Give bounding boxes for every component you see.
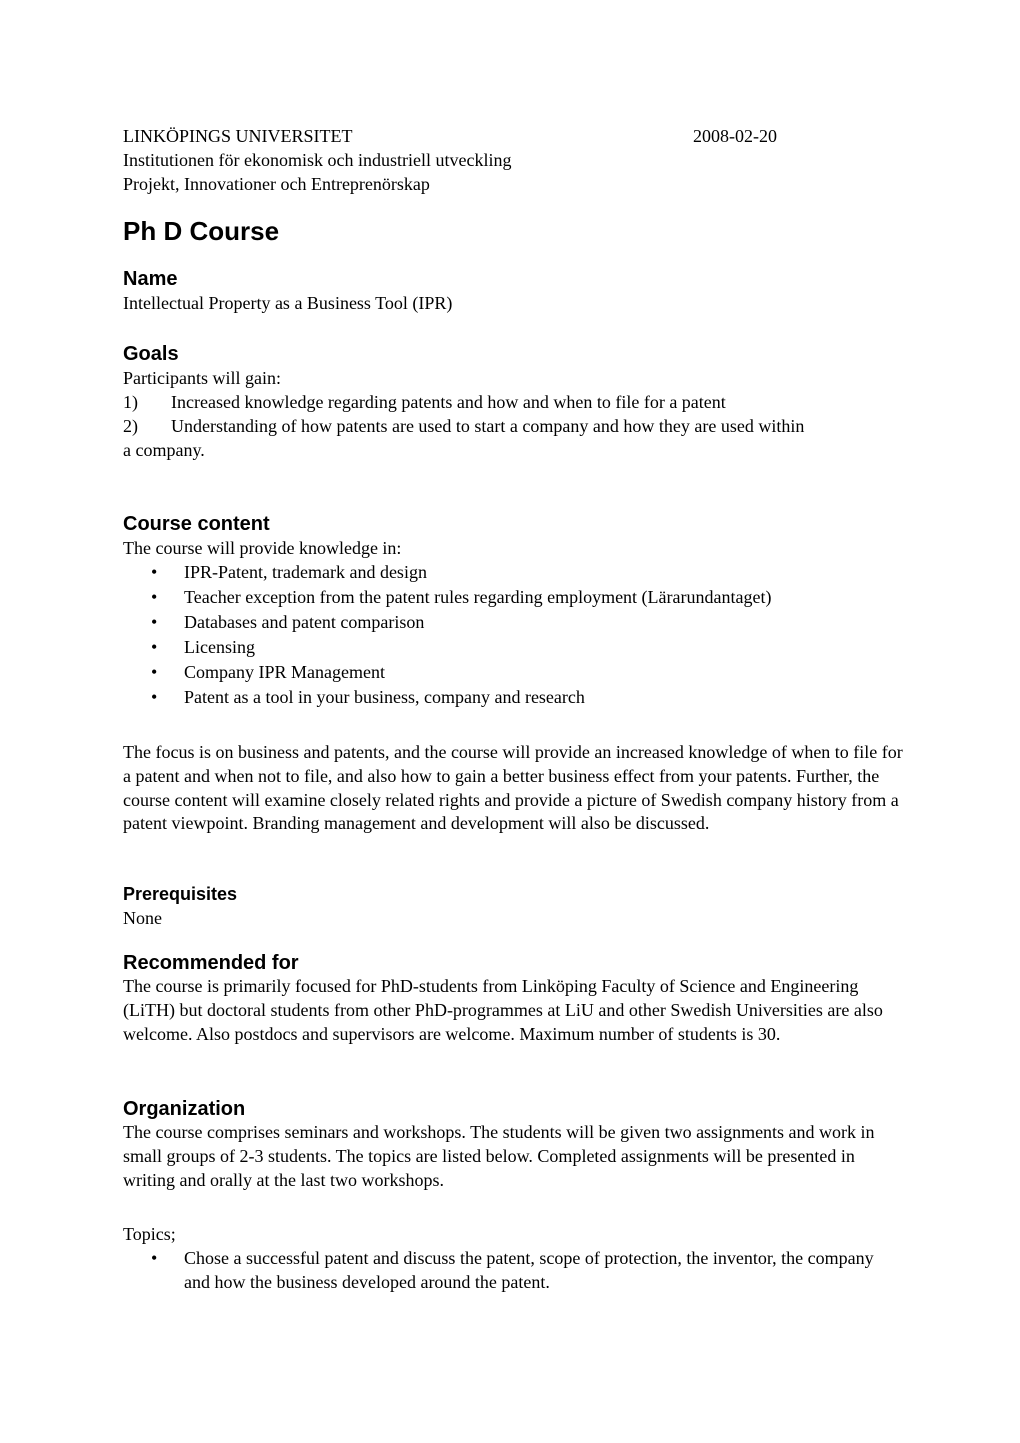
goal-text: Increased knowledge regarding patents and how and when to file for a patent: [171, 392, 726, 412]
recommended-section: [123, 951, 903, 1046]
bullet-icon: •: [151, 1248, 158, 1268]
list-item-text: Company IPR Management: [184, 662, 385, 682]
list-item: [151, 660, 903, 685]
list-item: [151, 585, 903, 610]
bullet-icon: •: [151, 612, 158, 632]
topics-label: Topics;: [123, 1224, 176, 1244]
content-list: [123, 560, 903, 710]
document-date: 2008-02-20: [693, 126, 777, 146]
goals-section: [123, 342, 903, 462]
topics-list: [123, 1246, 903, 1294]
name-heading: Name: [123, 268, 178, 290]
list-item: [151, 610, 903, 635]
organization-section: [123, 1097, 903, 1192]
focus-paragraph: The focus is on business and patents, and the course will provide an increased knowledge of when to file for a patent and when not to file, and also how to gain a better business effect from your patents. Further, the course content will examine closely related rights and provide a picture of Swedish company history from a patent viewpoint. Branding management and development will also be discussed.: [123, 742, 903, 834]
list-item: [151, 560, 903, 585]
bullet-icon: •: [151, 662, 158, 682]
division-name: Projekt, Innovationer och Entreprenörskap: [123, 174, 430, 194]
goal-item: [123, 414, 903, 438]
letterhead-row: [123, 124, 777, 148]
course-content-heading: Course content: [123, 513, 270, 535]
prerequisites-section: [123, 882, 903, 930]
goal-number: 2): [123, 416, 138, 436]
goal-text: Understanding of how patents are used to start a company and how they are used within: [171, 416, 805, 436]
bullet-icon: •: [151, 687, 158, 707]
recommended-text: The course is primarily focused for PhD-students from Linköping Faculty of Science and Engineering (LiTH) but doctoral students from other PhD-programmes at LiU and other Swedish Universities are also welcome. Also postdocs and supervisors are welcome. Maximum number of students is 30.: [123, 976, 883, 1044]
course-content-section: [123, 512, 903, 710]
goal-continuation: a company.: [123, 440, 205, 460]
list-item-text: IPR-Patent, trademark and design: [184, 562, 427, 582]
letterhead: [123, 124, 903, 196]
list-item-text: Databases and patent comparison: [184, 612, 425, 632]
recommended-heading: Recommended for: [123, 952, 299, 974]
goal-item: [123, 390, 903, 414]
name-section: [123, 267, 903, 315]
goal-number: 1): [123, 392, 138, 412]
goals-heading: Goals: [123, 343, 179, 365]
topics-section: [123, 1222, 903, 1294]
course-name: Intellectual Property as a Business Tool (IPR): [123, 293, 453, 313]
course-content-intro: The course will provide knowledge in:: [123, 538, 402, 558]
page-title: Ph D Course: [123, 216, 280, 246]
organization-text: The course comprises seminars and workshops. The students will be given two assignments and work in small groups of 2-3 students. The topics are listed below. Completed assignments will be presented in writing and orally at the last two workshops.: [123, 1122, 875, 1190]
list-item: [151, 635, 903, 660]
list-item: [151, 1246, 903, 1294]
university-name: LINKÖPINGS UNIVERSITET: [123, 126, 353, 146]
bullet-icon: •: [151, 587, 158, 607]
bullet-icon: •: [151, 562, 158, 582]
goals-intro: Participants will gain:: [123, 368, 281, 388]
prerequisites-text: None: [123, 908, 162, 928]
prerequisites-heading: Prerequisites: [123, 884, 238, 904]
list-item-text: Teacher exception from the patent rules regarding employment (Lärarundantaget): [184, 587, 772, 607]
bullet-icon: •: [151, 637, 158, 657]
list-item: [151, 685, 903, 710]
department-name: Institutionen för ekonomisk och industriell utveckling: [123, 150, 512, 170]
organization-heading: Organization: [123, 1098, 246, 1120]
list-item-text: Licensing: [184, 637, 255, 657]
topic-text: Chose a successful patent and discuss the patent, scope of protection, the inventor, the company and how the business developed around the patent.: [184, 1248, 874, 1292]
list-item-text: Patent as a tool in your business, company and research: [184, 687, 585, 707]
